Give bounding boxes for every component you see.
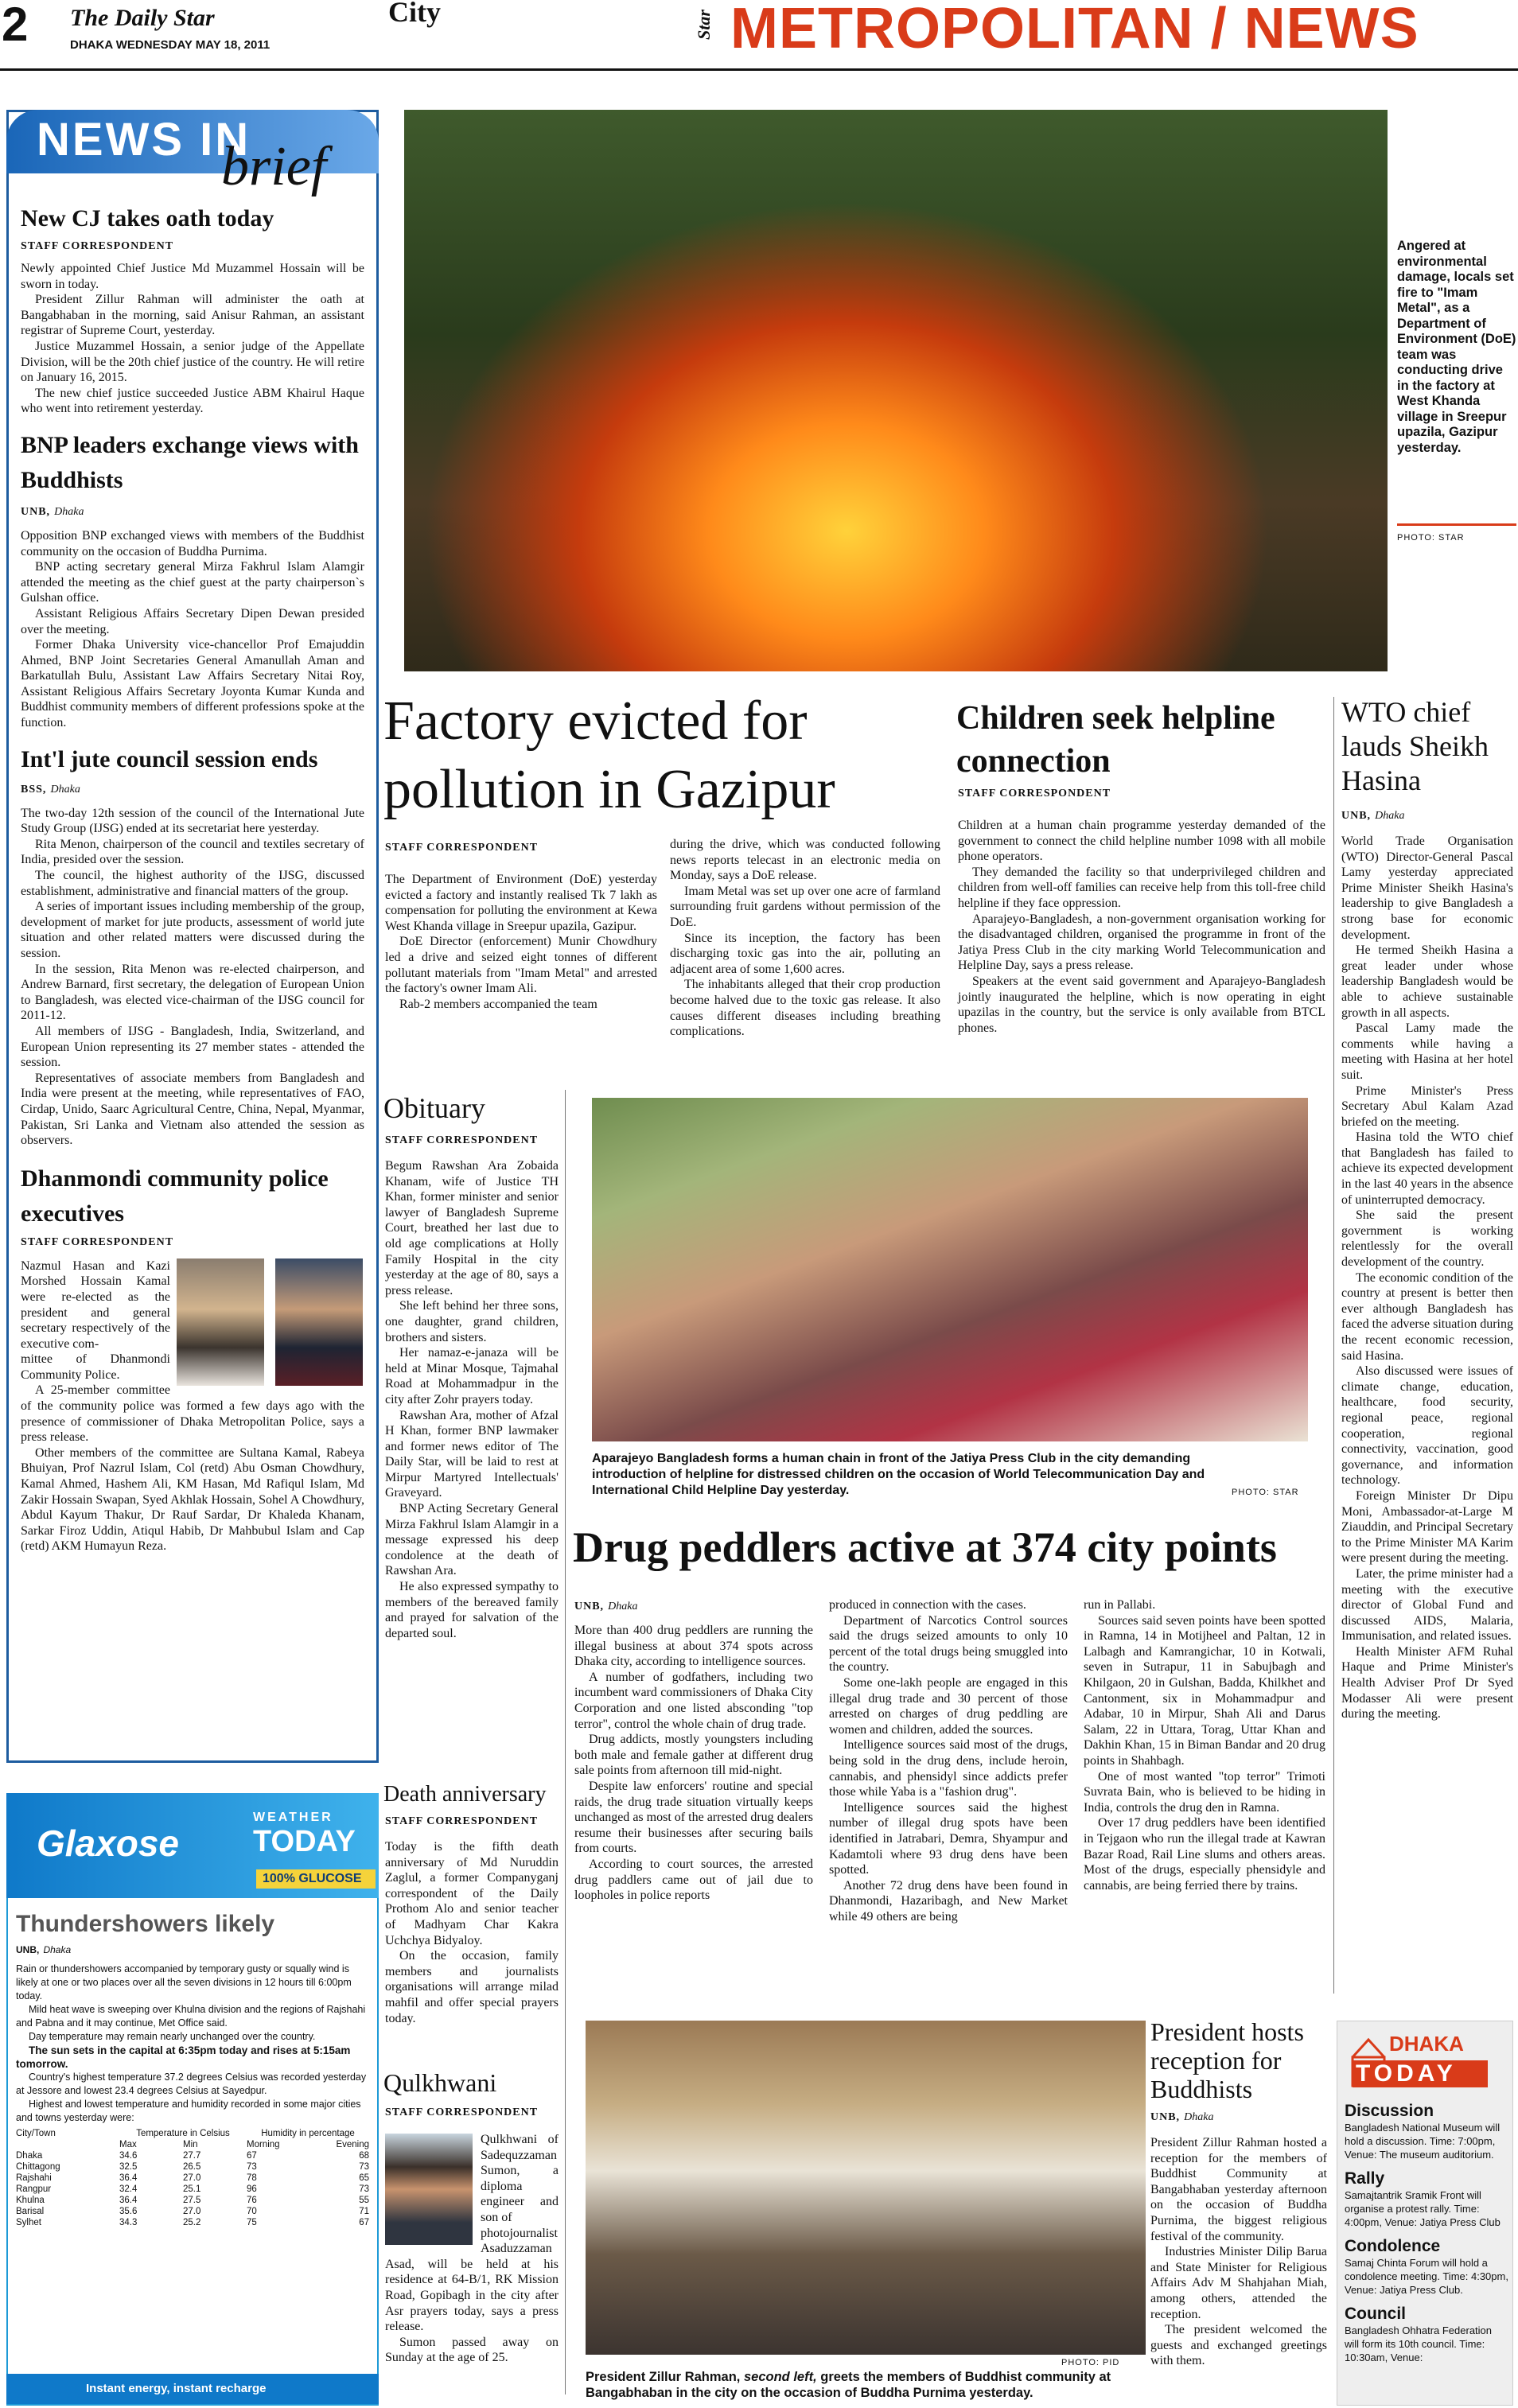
para: The two-day 12th session of the council of the International Jute Study Group (IJSG) ended at its secretariat here yesterday. [21, 806, 364, 836]
brand-name: Glaxose [37, 1823, 179, 1864]
para: Her namaz-e-janaza will be held at Minar Mosque, Tajmahal Road at Mohammadpur in the city after Zohr prayers today. [385, 1346, 559, 1406]
para: Foreign Minister Dr Dipu Moni, Ambassador-at-Large M Ziauddin, and Principal Secretary to the Prime Minister MA Karim were present during the meeting. [1341, 1488, 1513, 1566]
event-heading: Condolence [1345, 2237, 1441, 2255]
brief-news: NEWS IN [37, 114, 251, 165]
brief-headline: Int'l jute council session ends [21, 745, 318, 772]
para: Also discussed were issues of climate change, education, healthcare, food security, regional peace, regional cooperation, regional connectivity, vaccination, good governance, and information technology. [1341, 1364, 1513, 1488]
death-anniversary-body [385, 1839, 559, 2026]
byline: UNB, [21, 505, 51, 518]
byline: STAFF CORRESPONDENT [958, 788, 1111, 799]
event-heading: Discussion [1345, 2102, 1434, 2120]
fire-photo [404, 110, 1388, 671]
event-text: Bangladesh National Museum will hold a discussion. Time: 7:00pm, Venue: The museum auditorium. [1345, 2122, 1500, 2161]
para: during the drive, which was conducted following news reports telecast in an electronic media on Monday, says a DoE release. [670, 838, 940, 883]
byline: STAFF CORRESPONDENT [385, 1815, 539, 1827]
th-max: Max [119, 2140, 137, 2149]
dateline: Dhaka [1184, 2111, 1214, 2123]
para: She left behind her three sons, one daughter, grand children, brothers and sisters. [385, 1299, 559, 1344]
para: Children at a human chain programme yesterday demanded of the government to connect the child helpline number 1098 with all mobile phone operators. [958, 819, 1325, 864]
para: Nazmul Hasan and Kazi Morshed Hossain Kamal were re-elected as the president and general secretary respectively of the executive com- [21, 1258, 170, 1351]
drug-headline: Drug peddlers active at 374 city points [573, 1523, 1277, 1571]
weather-label: WEATHER [253, 1811, 333, 1824]
table-row: Sylhet 34.3 25.2 75 67 [16, 2218, 369, 2227]
reception-photo [586, 2021, 1146, 2355]
weather-headline: Thundershowers likely [16, 1911, 275, 1937]
para: Sources said seven points have been spotted in Ramna, 14 in Motijheel and Paltan, 12 in Lalbagh and Kamrangichar, 10 in Kotwali, seven in Sutrapur, 11 in Sabujbagh and Khilgaon, 20 in Gulshan, Badda, Khilkhet and Cantonment, six in Mohammadpur and Adabar, 10 in Mirpur, Shah Ali and Darus Salam, 22 in Uttara, Torag, Uttar Khan and Dakhin Khan, 15 in Biman Bandar and 20 drug points in Shahbagh. [1084, 1613, 1325, 1768]
para: run in Pallabi. [1084, 1598, 1156, 1612]
wto-byline [1341, 807, 1404, 823]
weather-slogan: Instant energy, instant recharge [6, 2374, 379, 2404]
table-row: Rangpur 32.4 25.1 96 73 [16, 2184, 369, 2194]
brief-body [21, 528, 364, 731]
dateline: Dhaka [43, 1944, 72, 1955]
para: Today is the fifth death anniversary of Md Nuruddin Zaglul, a former Companyganj correspondent of the Daily Prothom Alo and senior teacher of Madhyam Char Kakra Uchchya Bidyaloy. [385, 1840, 559, 1947]
para: Over 17 drug peddlers have been identified in Tejgaon who run the illegal trade at Kawran Bazar Road, Rail Line slums and others areas. Most of the drugs, especially phensidyle and cannabis, are being ferried there by trains. [1084, 1816, 1325, 1893]
obituary-headline: Obituary [383, 1092, 485, 1124]
portrait-photo [275, 1258, 363, 1386]
para: They demanded the facility so that underprivileged children and children from well-off families can receive help from this toll-free child helpline if they face oppression. [958, 865, 1325, 910]
para: Drug addicts, mostly youngsters including both male and female gather at different drug sale points from afternoon till mid-night. [574, 1733, 813, 1778]
event-heading: Rally [1345, 2169, 1385, 2188]
th-temp: Temperature in Celsius [136, 2129, 230, 2138]
portrait-photo [177, 1258, 264, 1386]
drug-col-2 [829, 1597, 1068, 1924]
para: Mild heat wave is sweeping over Khulna division and the regions of Rajshahi and Pabna and it may continue, Met Office said. [16, 2004, 366, 2029]
th-min: Min [183, 2140, 198, 2149]
brief-items [21, 204, 364, 1554]
brief-headline: New CJ takes oath today [21, 205, 274, 231]
table-row: Chittagong 32.5 26.5 73 73 [16, 2162, 369, 2172]
para: Department of Narcotics Control sources said the drugs seized amounts to only 10 percent of the total drugs being smuggled into the country. [829, 1613, 1068, 1675]
table-row: Khulna 36.4 27.5 76 55 [16, 2196, 369, 2205]
byline: UNB, [574, 1601, 605, 1612]
column-rule [565, 1090, 566, 2394]
para: The president welcomed the guests and exchanged greetings with them. [1150, 2323, 1327, 2368]
para: On the occasion, family members and journalists organisations will arrange milad mahfil and offer special prayers today. [385, 1949, 559, 2025]
para: Justice Muzammel Hossain, a senior judge of the Appellate Division, will be the 20th chief justice of the country. He will retire on January 16, 2015. [21, 339, 364, 385]
th-city: City/Town [16, 2129, 56, 2138]
obituary-body [385, 1158, 559, 1641]
drug-byline [574, 1597, 637, 1613]
human-chain-caption: Aparajeyo Bangladesh forms a human chain in front of the Jatiya Press Club in the city demanding introduction of helpline for distressed children on the occasion of World Telecommunication Day and International Child Helpline Day yesterday. [592, 1452, 1205, 1497]
dateline: Dhaka [1375, 810, 1405, 822]
qulkhwani-body [385, 2132, 559, 2366]
byline: STAFF CORRESPONDENT [385, 842, 539, 854]
para: One of most wanted "top terror" Trimoti Suvrata Bain, who is believed to be hiding in India, controls the drug den in Ramna. [1084, 1769, 1325, 1815]
para: Other members of the committee are Sultana Kamal, Rabeya Bhuiyan, Prof Nazrul Islam, Col (retd) Abu Osman Chowdhury, Kamal Ahmed, Hashem Ali, KM Hasan, Md Rafiqul Islam, Md Zakir Hossain Swapan, Syed Akhlak Hossain, Sohel A Chowdhury, Abdul Kayum Thakur, Dr Rauf Sardar, Dr Khaleda Khanam, Sarkar Firoz Uddin, Atiqul Habib, Dr Mahbubul Islam and Cap (retd) AKM Humayun Reza. [21, 1445, 364, 1554]
factory-headline: Factory evicted for pollution in Gazipur [383, 691, 835, 820]
para: The council, the highest authority of the IJSG, discussed establishment, administrative and financial matters of the group. [21, 869, 364, 898]
byline: STAFF CORRESPONDENT [385, 1134, 539, 1146]
sun-times: The sun sets in the capital at 6:35pm today and rises at 5:15am tomorrow. [16, 2044, 351, 2070]
brief-body [21, 261, 364, 417]
brief-headline: BNP leaders exchange views with Buddhists [21, 431, 359, 493]
para: BNP acting secretary general Mirza Fakhrul Islam Alamgir attended the meeting as the chief guest at the party chairperson`s Gulshan office. [21, 560, 364, 605]
byline: STAFF CORRESPONDENT [385, 2107, 539, 2118]
event-text: Samaj Chinta Forum will hold a condolence meeting. Time: 4:30pm, Venue: Jatiya Press Club. [1345, 2257, 1508, 2296]
children-headline: Children seek helpline connection [956, 700, 1275, 780]
brief-body [21, 806, 364, 1149]
human-chain-photo [592, 1098, 1308, 1441]
today-label: TODAY [253, 1825, 356, 1858]
weather-body [16, 1963, 369, 2125]
byline: UNB, [1150, 2111, 1181, 2123]
section-title: METROPOLITAN / NEWS [730, 0, 1419, 60]
photo-credit: PHOTO: PID [1061, 2358, 1120, 2367]
para: Qulkhwani of Sadequzzaman Sumon, a diploma engineer and son of [481, 2133, 559, 2224]
para: Opposition BNP exchanged views with members of the Buddhist community on the occasion of Buddha Purnima. [21, 528, 364, 558]
para: Speakers at the event said government and Aparajeyo-Bangladesh jointly inaugurated the helpline, which is now operating in eight upazilas in the country, but the service is only available from BTCL phones. [958, 974, 1325, 1035]
byline: UNB, [1341, 810, 1372, 822]
para: Rita Menon, chairperson of the council and textiles secretary of India, presided over the session. [21, 837, 364, 867]
para: Industries Minister Dilip Barua and State Minister for Religious Affairs Adv M Shahjahan Miah, among others, attended the reception. [1150, 2245, 1327, 2321]
para: Despite law enforcers' routine and special raids, the drug trade situation virtually keeps unchanged as most of the arrested drug dealers resume their businesses after securing bails from courts. [574, 1779, 813, 1856]
fire-caption: Angered at environmental damage, locals set fire to "Imam Metal", as a Department of Environment (DoE) team was conducting drive in the factory at West Khanda village in Sreepur upazila, Gazipur yesterday. [1397, 239, 1516, 455]
column-rule [1333, 697, 1334, 1994]
caption-position: second left, [743, 2370, 817, 2384]
today-label: TODAY [1353, 2060, 1488, 2087]
brief-headline: Dhanmondi community police executives [21, 1165, 329, 1227]
byline: STAFF CORRESPONDENT [21, 1235, 174, 1248]
wto-headline: WTO chief lauds Sheikh Hasina [1341, 696, 1489, 796]
table-row: Rajshahi 36.4 27.0 78 65 [16, 2173, 369, 2183]
para: Some one-lakh people are engaged in this illegal drug trade and 30 percent of those arrested on charges of drug peddling are women and children, added the sources. [829, 1675, 1068, 1737]
para: A series of important issues including membership of the group, development of market for jute products, assessment of world jute situation and other related matters were discussed during the session. [21, 900, 364, 960]
portraits [177, 1258, 364, 1394]
issue-date: DHAKA WEDNESDAY MAY 18, 2011 [70, 38, 271, 52]
dhaka-today-banner [1345, 2029, 1504, 2092]
para: Assistant Religious Affairs Secretary Dipen Dewan presided over the meeting. [21, 606, 364, 636]
president-body [1150, 2135, 1327, 2369]
para: Begum Rawshan Ara Zobaida Khanam, wife of Justice TH Khan, former minister and senior lawyer of Bangladesh Supreme Court, breathed her last due to old age complications at Holly Family Hospital in the city yesterday at the age of 80, says a press release. [385, 1159, 559, 1297]
reception-caption [586, 2369, 1150, 2401]
drug-col-3 [1084, 1597, 1325, 1893]
para: Rab-2 members accompanied the team [399, 997, 597, 1011]
para: Pascal Lamy made the comments while having a meeting with Hasina at her hotel suit. [1341, 1021, 1513, 1082]
para: BNP Acting Secretary General Mirza Fakhrul Islam Alamgir in a message expressed his deep condolence at the death of Rawshan Ara. [385, 1502, 559, 1578]
star-mark: Star [693, 10, 714, 40]
para: Former Dhaka University vice-chancellor Prof Emajuddin Ahmed, BNP Joint Secretaries General Amanullah Aman and Barkatullah Bulu, Assistant Law Affairs Secretary Nitai Roy, Assistant Religious Affairs Secretary Joyonta Kumar Kunda and Buddhist community members of different professions spoke at the function. [21, 638, 364, 730]
para: According to court sources, the arrested drug paddlers came out of jail due to loopholes in police reports [574, 1857, 813, 1903]
para: Since its inception, the factory has been discharging toxic gas into the air, polluting an adjacent area of some 1,600 acres. [670, 931, 940, 976]
brief-word: brief [221, 136, 327, 197]
weather-content [16, 1911, 369, 2228]
qulkhwani-headline: Qulkhwani [383, 2068, 497, 2097]
byline: STAFF CORRESPONDENT [21, 240, 174, 252]
president-byline [1150, 2108, 1213, 2124]
th-morning: Morning [247, 2140, 280, 2149]
byline: BSS, [21, 783, 47, 796]
glucose-tag: 100% GLUCOSE [256, 1869, 376, 1889]
para: Hasina told the WTO chief that Bangladesh has failed to achieve its expected development in the last 40 years in the absence of uninterrupted democracy. [1341, 1130, 1513, 1207]
para: He also expressed sympathy to members of the bereaved family and prayed for salvation of the departed soul. [385, 1580, 559, 1640]
event-text: Samajtantrik Sramik Front will organise a protest rally. Time: 4:00pm, Venue: Jatiya Press Club [1345, 2189, 1500, 2228]
para: produced in connection with the cases. [829, 1598, 1026, 1612]
para: Representatives of associate members from Bangladesh and India were present at the meeting, while representatives of FAO, Cirdap, Unido, Saarc Agricultural Centre, China, Nepal, Myanmar, Pakistan, Sri Lanka and Vietnam also attended the session as observers. [21, 1071, 364, 1148]
para: DoE Director (enforcement) Munir Chowdhury led a drive and seized eight tonnes of different pollutant materials from "Imam Metal" and arrested the factory's owner Imam Ali. [385, 935, 657, 996]
th-evening: Evening [336, 2140, 369, 2149]
masthead-rule [0, 68, 1518, 71]
para: He termed Sheikh Hasina a great leader under whose leadership Bangladesh would be able to achieve sustainable growth in all aspects. [1341, 943, 1513, 1020]
para: Aparajeyo-Bangladesh, a non-government organisation working for the disadvantaged children, organised the programme in front of the Jatiya Press Club in the city marking World Telecommunication and Helpline Day, says a press release. [958, 912, 1325, 973]
event-heading: Council [1345, 2305, 1406, 2323]
th-hum: Humidity in percentage [261, 2129, 355, 2138]
dateline: Dhaka [54, 505, 84, 518]
para: Intelligence sources said the highest number of illegal drug spots have been identified in Jatrabari, Demra, Shyampur and Kadamtoli where 93 drug dens have been spotted. [829, 1800, 1068, 1877]
paper-name: The Daily Star [70, 5, 215, 31]
portrait-photo [385, 2134, 473, 2245]
para: The Department of Environment (DoE) yesterday evicted a factory and instantly realised Tk 7 lakh as compensation for polluting the environment at Kewa West Khanda village in Sreepur upazila, Gazipur. [385, 873, 657, 933]
para: A 25-member committee of the community police was formed a few days ago with the presence of commissioner of Dhaka Metropolitan Police, says a press release. [21, 1383, 364, 1445]
para: Newly appointed Chief Justice Md Muzammel Hossain will be sworn in today. [21, 262, 364, 291]
para: The new chief justice succeeded Justice ABM Khairul Haque who went into retirement yesterday. [21, 386, 364, 416]
para: All members of IJSG - Bangladesh, India, Switzerland, and European Union representing its 27 member states - attended the session. [21, 1024, 364, 1070]
para: More than 400 drug peddlers are running the illegal business at about 374 spots across Dhaka city, according to intelligence sources. [574, 1624, 813, 1669]
para: Later, the prime minister had a meeting with the executive director of Global Fund and discussed AIDS, Malaria, Immunisation, and related issues. [1341, 1566, 1513, 1644]
caption-rule [1397, 523, 1516, 526]
para: Intelligence sources said most of the drugs, being sold in the drug dens, include heroin, cannabis, and phensidyl since addicts prefer those while Yaba is a "fashion drug". [829, 1738, 1068, 1799]
dhaka-today-items [1345, 2102, 1508, 2364]
dateline: Dhaka [50, 783, 80, 796]
event-text: Bangladesh Ohhatra Federation will form its 10th council. Time: 10:30am, Venue: [1345, 2324, 1493, 2363]
para: She said the present government is working relentlessly for the overall development of the country. [1341, 1208, 1513, 1270]
death-anniversary-headline: Death anniversary [383, 1782, 547, 1807]
para: Day temperature may remain nearly unchanged over the country. [29, 2031, 316, 2042]
para: mittee of Dhanmondi Community Police. [21, 1352, 170, 1382]
para: President Zillur Rahman will administer the oath at Bangabhaban in the morning, said Anisur Rahman, an assistant registrar of Supreme Court, yesterday. [21, 293, 364, 338]
para: Rawshan Ara, mother of Afzal H Khan, former BNP lawmaker and former news editor of The Daily Star, will be laid to rest at Mirpur Martyred Intellectuals' Graveyard. [385, 1408, 559, 1500]
drug-col-1 [574, 1623, 813, 1904]
para: The economic condition of the country at present is better then ever although Bangladesh has faced the adverse situation during the recent economic recession, said Hasina. [1341, 1270, 1513, 1363]
children-body [958, 818, 1325, 1036]
para: Sumon passed away on Sunday at the age of 25. [385, 2335, 559, 2365]
page-number: 2 [2, 0, 29, 51]
photo-credit: PHOTO: STAR [1232, 1488, 1299, 1497]
section-label: City [388, 0, 441, 28]
para: In the session, Rita Menon was re-elected chairperson, and Andrew Barnard, first secretary, the delegation of European Union to Bangladesh, was elected vice-chairman of the IJSG council for 2011-12. [21, 962, 364, 1023]
table-row: Dhaka 34.6 27.7 67 68 [16, 2151, 369, 2161]
para: Prime Minister's Press Secretary Abul Kalam Azad briefed on the meeting. [1341, 1083, 1513, 1129]
para: Another 72 drug dens have been found in Dhanmondi, Hazaribagh, and New Market while 49 others are being [829, 1878, 1068, 1924]
caption-name: President Zillur Rahman, [586, 2370, 741, 2384]
dhaka-label: DHAKA [1389, 2032, 1464, 2056]
para: Highest and lowest temperature and humidity recorded in some major cities and towns yesterday were: [16, 2099, 361, 2123]
president-headline: President hosts reception for Buddhists [1150, 2017, 1304, 2103]
temperature-table [16, 2128, 369, 2228]
para: photojournalist Asaduzzaman Asad, will be held at his residence at 64-B/1, RK Mission Road, Gopibagh in the city after Asr prayers today, says a press release. [385, 2226, 559, 2334]
dateline: Dhaka [608, 1601, 638, 1612]
byline: UNB, [16, 1944, 40, 1955]
factory-col-1 [385, 872, 657, 1012]
para: World Trade Organisation (WTO) Director-General Pascal Lamy yesterday appreciated Prime Minister Sheikh Hasina's leadership to give Bangladesh a strong base for economic development. [1341, 834, 1513, 942]
wto-body [1341, 834, 1513, 1722]
para: Country's highest temperature 37.2 degrees Celsius was recorded yesterday at Jessore and lowest 23.4 degrees Celsius at Sayedpur. [16, 2072, 367, 2096]
caption-rest: greets the members of Buddhist community at Bangabhaban in the city on the occasion of Buddha Purnima yesterday. [586, 2370, 1111, 2400]
para: Rain or thundershowers accompanied by temporary gusty or squally wind is likely at one or two places over all the seven divisions in 12 hours till 6:00pm today. [16, 1963, 352, 2001]
para: President Zillur Rahman hosted a reception for the members of Buddhist Community at Bangabhaban yesterday afternoon on the occasion of Buddha Purnima, the biggest religious festival of the community. [1150, 2136, 1327, 2243]
brief-body [21, 1258, 364, 1554]
table-row: Barisal 35.6 27.0 70 71 [16, 2207, 369, 2216]
para: The inhabitants alleged that their crop production become halved due to the toxic gas release. It also causes different diseases including breathing complications. [670, 978, 940, 1039]
factory-col-2 [670, 837, 940, 1040]
para: Health Minister AFM Ruhal Haque and Prime Minister's Health Adviser Prof Dr Syed Modasser Ali were present during the meeting. [1341, 1644, 1513, 1721]
para: Imam Metal was set up over one acre of farmland surrounding fruit gardens without permission of the DoE. [670, 884, 940, 929]
photo-credit: PHOTO: STAR [1397, 533, 1465, 543]
para: A number of godfathers, including two incumbent ward commissioners of Dhaka City Corporation and one listed absconding "top terror", control the whole chain of drug trade. [574, 1670, 813, 1731]
